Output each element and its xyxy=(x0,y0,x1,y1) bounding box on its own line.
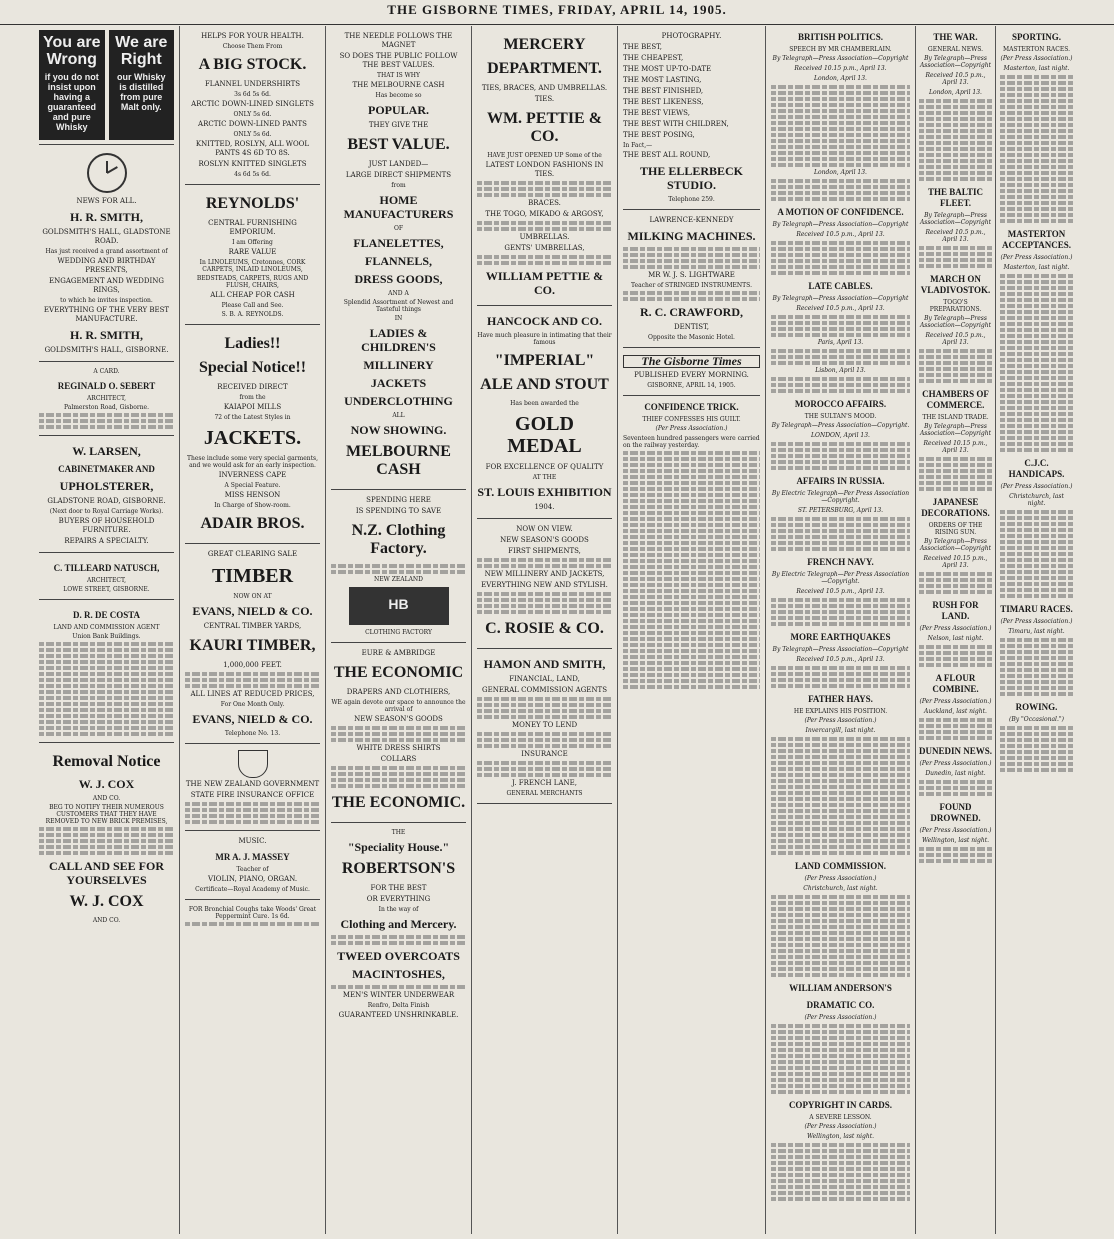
ellerbeck-photo-ad: PHOTOGRAPHY. THE BEST, THE CHEAPEST, THE MOST UP-TO-DATE THE MOST LASTING, THE BEST FINISHED, THE BEST LIKENESS, THE BEST VIEWS, THE BEST WITH CHILDREN, THE BEST POSING, In Fact,— THE BEST ALL ROUND, THE ELLERBECK STUDIO. Telephone 259. xyxy=(623,26,760,210)
big-stock-ad: HELPS FOR YOUR HEALTH. Choose Them From A BIG STOCK. FLANNEL UNDERSHIRTS 3s 6d 5s 6d. ARCTIC DOWN-LINED SINGLETS ONLY 5s 6d. ARCTIC DOWN-LINED PANTS ONLY 5s 6d. KNITTED, ROSLYN, ALL WOOL PANTS 4S 6D TO 8S. ROSLYN KNITTED SINGLETS 4s 6d 5s 6d. xyxy=(185,26,320,185)
article-confidence-trick: CONFIDENCE TRICK. THIEF CONFESSES HIS GUILT. (Per Press Association.) Seventeen hundred passengers were carried on the railway yesterday. xyxy=(623,402,760,689)
gisborne-times-masthead: The Gisborne Times PUBLISHED EVERY MORNING. GISBORNE, APRIL 14, 1905. xyxy=(623,348,760,396)
music-ad: MUSIC. MR A. J. MASSEY Teacher of VIOLIN, PIANO, ORGAN. Certificate—Royal Academy of Music. xyxy=(185,831,320,900)
hancock-ale-ad: HANCOCK AND CO. Have much pleasure in intimating that their famous "IMPERIAL" ALE AND STOUT Has been awarded the GOLD MEDAL FOR EXCELLENCE OF QUALITY AT THE ST. LOUIS EXHIBITION 1904. xyxy=(477,306,612,519)
article-anderson-dramatic: WILLIAM ANDERSON'S DRAMATIC CO. (Per Press Association.) xyxy=(771,983,910,1094)
column-4 xyxy=(472,26,618,1234)
article-morocco: MOROCCO AFFAIRS. THE SULTAN'S MOOD. By Telegraph—Press Association—Copyright. LONDON, April 13. xyxy=(771,399,910,470)
clock-icon xyxy=(87,153,127,193)
article-late-cables: LATE CABLES. By Telegraph—Press Association—Copyright Received 10.5 p.m., April 13. Paris, April 13. Lisbon, April 13. xyxy=(771,281,910,393)
nz-clothing-factory-ad: SPENDING HERE IS SPENDING TO SAVE N.Z. Clothing Factory. NEW ZEALAND HB CLOTHING FACTORY xyxy=(331,490,466,643)
insurance-ad: THE NEW ZEALAND GOVERNMENT STATE FIRE INSURANCE OFFICE xyxy=(185,744,320,831)
whisky-ad-left: You are Wrong if you do not insist upon having a guaranteed and pure Whisky xyxy=(39,30,105,140)
article-motion-of-confidence: A MOTION OF CONFIDENCE. By Telegraph—Press Association—Copyright Received 10.5 p.m., April 13. xyxy=(771,207,910,275)
article-russia: AFFAIRS IN RUSSIA. By Electric Telegraph—Per Press Association—Copyright. ST. PETERSBURG, April 13. xyxy=(771,476,910,551)
article-land-commission: LAND COMMISSION. (Per Press Association.) Christchurch, last night. xyxy=(771,861,910,977)
de-costa-ad: D. R. DE COSTA LAND AND COMMISSION AGENT Union Bank Buildings. xyxy=(39,600,174,743)
column-3 xyxy=(326,26,472,1234)
hb-factory-logo: HB xyxy=(349,587,449,625)
hamon-smith-ad: HAMON AND SMITH, FINANCIAL, LAND, GENERAL COMMISSION AGENTS MONEY TO LEND INSURANCE J. FRENCH LANE, GENERAL MERCHANTS xyxy=(477,649,612,804)
column-7 xyxy=(916,26,1076,1234)
newspaper-title: THE GISBORNE TIMES, FRIDAY, APRIL 14, 1905. xyxy=(387,2,727,17)
architect-card-ad: A CARD. REGINALD O. SEBERT ARCHITECT, Palmerston Road, Gisborne. xyxy=(39,362,174,436)
economic-ad: EURE & AMBRIDGE THE ECONOMIC DRAPERS AND CLOTHIERS, WE again devote our space to announce the arrival of NEW SEASON'S GOODS WHITE DRESS SHIRTS COLLARS THE ECONOMIC. xyxy=(331,643,466,823)
war-news-column: THE WAR. GENERAL NEWS. By Telegraph—Press Association—Copyright Received 10.5 p.m., April 13. London, April 13. THE BALTIC FLEET. By Telegraph—Press Association—Copyright Received 10.5 p.m., April 13. MARCH ON VLADIVOSTOK. TOGO'S PREPARATIONS. By Telegraph—Press Association—Copyright Received 10.5 p.m., April 13. CHAMBERS OF COMMERCE. THE ISLAND TRADE. By Telegraph—Press Association—Copyright Received 10.15 p.m., April 13. JAPANESE DECORATIONS. ORDERS OF THE RISING SUN. By Telegraph—Press Association—Copyright Received 10.15 p.m., April 13. RUSH FOR LAND. (Per Press Association.) Nelson, last night. A FLOUR COMBINE. (Per Press Association.) Auckland, last night. DUNEDIN NEWS. (Per Press Association.) Dunedin, last night. FOUND DROWNED. (Per Press Association.) Wellington, last night. xyxy=(919,26,996,1234)
removal-notice-ad: Removal Notice W. J. COX AND CO. BEG TO NOTIFY THEIR NUMEROUS CUSTOMERS THAT THEY HAVE REMOVED TO NEW BRICK PREMISES, CALL AND SEE FOR YOURSELVES W. J. COX AND CO. xyxy=(39,743,174,930)
article-copyright-cards: COPYRIGHT IN CARDS. A SEVERE LESSON. (Per Press Association.) Wellington, last night. xyxy=(771,1100,910,1201)
whisky-ad xyxy=(39,26,174,145)
column-1 xyxy=(34,26,180,1234)
article-french-navy: FRENCH NAVY. By Electric Telegraph—Per Press Association—Copyright. Received 10.5 p.m., April 13. xyxy=(771,557,910,626)
sporting-column: SPORTING. MASTERTON RACES. (Per Press Association.) Masterton, last night. MASTERTON ACCEPTANCES. (Per Press Association.) Masterton, last night. C.J.C. HANDICAPS. (Per Press Association.) Christchurch, last night. TIMARU RACES. (Per Press Association.) Timaru, last night. ROWING. (By "Occasional.") xyxy=(1000,26,1073,1234)
column-6 xyxy=(766,26,916,1234)
coat-of-arms-icon xyxy=(238,750,268,778)
bronchial-ad: FOR Bronchial Coughs take Woods' Great Peppermint Cure. 1s 6d. xyxy=(185,900,320,932)
larsen-ad: W. LARSEN, CABINETMAKER AND UPHOLSTERER, GLADSTONE ROAD, GISBORNE. (Next door to Royal Carriage Works). BUYERS OF HOUSEHOLD FURNITURE. REPAIRS A SPECIALTY. xyxy=(39,436,174,553)
natusch-ad: C. TILLEARD NATUSCH, ARCHITECT, LOWE STREET, GISBORNE. xyxy=(39,553,174,600)
rosie-ad: NOW ON VIEW. NEW SEASON'S GOODS FIRST SHIPMENTS, NEW MILLINERY AND JACKETS, EVERYTHING NEW AND STYLISH. C. ROSIE & CO. xyxy=(477,519,612,649)
timber-sale-ad: GREAT CLEARING SALE TIMBER NOW ON AT EVANS, NIELD & CO. CENTRAL TIMBER YARDS, KAURI TIMBER, 1,000,000 FEET. ALL LINES AT REDUCED PRICES, For One Month Only. EVANS, NIELD & CO. Telephone No. 13. xyxy=(185,544,320,744)
melbourne-cash-ad: THE NEEDLE FOLLOWS THE MAGNET SO DOES THE PUBLIC FOLLOW THE BEST VALUES. THAT IS WHY THE MELBOURNE CASH Has become so POPULAR. THEY GIVE THE BEST VALUE. JUST LANDED— LARGE DIRECT SHIPMENTS from HOME MANUFACTURERS OF FLANELETTES, FLANNELS, DRESS GOODS, AND A Splendid Assortment of Newest and Tasteful things IN LADIES & CHILDREN'S MILLINERY JACKETS UNDERCLOTHING ALL NOW SHOWING. MELBOURNE CASH xyxy=(331,26,466,490)
milking-machines-ad: LAWRENCE-KENNEDY MILKING MACHINES. MR W. J. S. LIGHTWARE Teacher of STRINGED INSTRUMENTS. R. C. CRAWFORD, DENTIST, Opposite the Masonic Hotel. xyxy=(623,210,760,348)
ladies-jackets-ad: Ladies!! Special Notice!! RECEIVED DIRECT from the KAIAPOI MILLS 72 of the Latest Styles in JACKETS. These include some very special garments, and we would ask for an early inspection. INVERNESS CAPE A Special Feature. MISS HENSON In Charge of Show-room. ADAIR BROS. xyxy=(185,325,320,544)
reynolds-ad: REYNOLDS' CENTRAL FURNISHING EMPORIUM. I am Offering RARE VALUE In LINOLEUMS, Cretonnes, CORK CARPETS, INLAID LINOLEUMS, BEDSTEADS, CARPETS, RUGS AND FLUSH, CHAIRS, ALL CHEAP FOR CASH Please Call and See. S. B. A. REYNOLDS. xyxy=(185,185,320,325)
robertsons-ad: THE "Speciality House." ROBERTSON'S FOR THE BEST OR EVERYTHING In the way of Clothing and Mercery. TWEED OVERCOATS MACINTOSHES, MEN'S WINTER UNDERWEAR Renfro, Delta Finish GUARANTEED UNSHRINKABLE. xyxy=(331,823,466,1026)
article-father-hays: FATHER HAYS. HE EXPLAINS HIS POSITION. (Per Press Association.) Invercargill, last night. xyxy=(771,694,910,855)
whisky-ad-right: We are Right our Whisky is distilled from pure Malt only. xyxy=(109,30,175,140)
column-2 xyxy=(180,26,326,1234)
article-british-politics: BRITISH POLITICS. SPEECH BY MR CHAMBERLAIN. By Telegraph—Press Association—Copyright Received 10.15 p.m., April 13. London, April 13. London, April 13. xyxy=(771,32,910,201)
masthead xyxy=(0,0,1114,25)
column-5 xyxy=(618,26,766,1234)
article-earthquakes: MORE EARTHQUAKES By Telegraph—Press Association—Copyright Received 10.5 p.m., April 13. xyxy=(771,632,910,688)
smith-ad: NEWS FOR ALL. H. R. SMITH, GOLDSMITH'S HALL, GLADSTONE ROAD. Has just received a grand assortment of WEDDING AND BIRTHDAY PRESENTS, ENGAGEMENT AND WEDDING RINGS, to which he invites inspection. EVERYTHING OF THE VERY BEST MANUFACTURE. H. R. SMITH, GOLDSMITH'S HALL, GISBORNE. xyxy=(39,145,174,362)
pettie-mercery-ad: MERCERY DEPARTMENT. TIES, BRACES, AND UMBRELLAS. TIES. WM. PETTIE & CO. HAVE JUST OPENED UP Some of the LATEST LONDON FASHIONS IN TIES. BRACES. THE TOGO, MIKADO & ARGOSY, UMBRELLAS. GENTS' UMBRELLAS, WILLIAM PETTIE & CO. xyxy=(477,26,612,306)
